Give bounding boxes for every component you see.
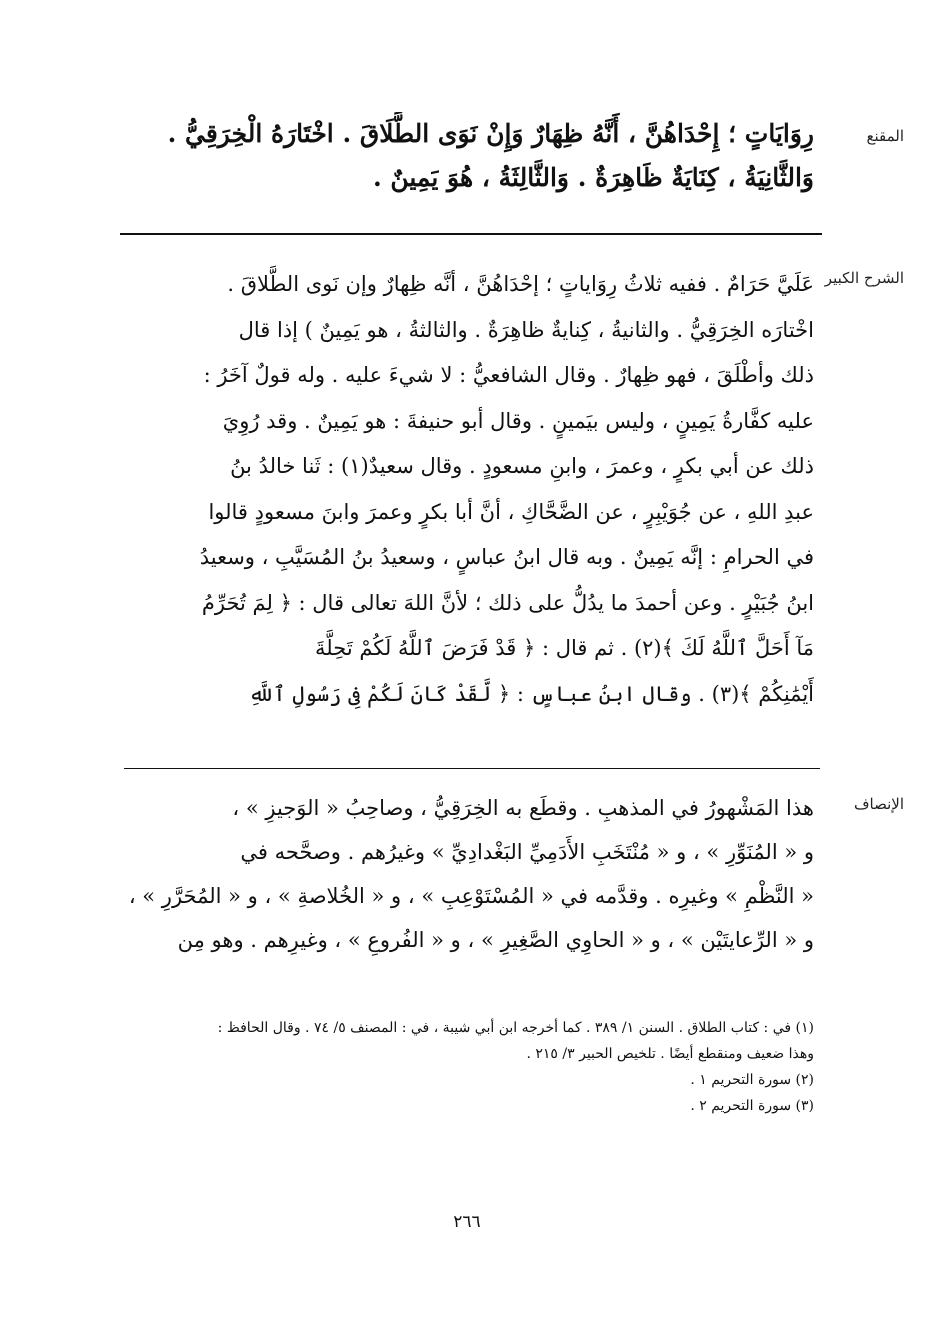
insaf-label: الإنصاف [853, 795, 904, 813]
insaf-line: و « الرِّعايتَيْن » ، و « الحاوِي الصَّغِيرِ » ، و « الفُروعِ » ، وغيرِهم . وهو مِن [177, 928, 814, 952]
footnotes [114, 1015, 814, 1119]
sharh-line: عليه كفَّارةُ يَمِينٍ ، وليس بيَمينٍ . وقال أبو حنيفةَ : هو يَمِينٌ . وقد رُوِيَ [222, 408, 814, 433]
footnote: (٢) سورة التحريم ١ . [690, 1072, 814, 1088]
sharh-line: عبدِ اللهِ ، عن جُوَيْبِرٍ ، عن الضَّحَّاكِ ، أنَّ أبا بكرٍ وعمرَ وابنَ مسعودٍ قالوا [208, 499, 814, 524]
footnote: وهذا ضعيف ومنقطع أيضًا . تلخيص الحبير ٣/ ٢١٥ . [526, 1046, 814, 1062]
insaf-line: « النَّظْمِ » وغيرِه . وقدَّمه في « المُسْتَوْعِبِ » ، و « الخُلاصةِ » ، و « المُحَرَّرِ » ، [128, 884, 814, 908]
insaf-line: هذا المَشْهورُ في المذهبِ . وقطَع به الخِرَقِيُّ ، وصاحِبُ « الوَجيزِ » ، [232, 796, 814, 820]
footnote: (٣) سورة التحريم ٢ . [690, 1098, 814, 1114]
footnote: (١) في : كتاب الطلاق . السنن ١/ ٣٨٩ . كما أخرجه ابن أبي شيبة ، في : المصنف ٥/ ٧٤ . وقال الحافظ : [217, 1020, 814, 1036]
muqni-label: المقنع [866, 127, 904, 145]
muqni-text [118, 112, 814, 200]
sharh-text [118, 262, 814, 717]
section-divider-thick [120, 233, 822, 235]
section-divider-thin [124, 768, 820, 769]
sharh-line: أَيْمَٰنِكُمْ ﴾(٣) . وقال ابنُ عباسٍ : ﴿ لَّقَدْ كَانَ لَكُمْ فِى رَسُولِ ٱللَّهِ [248, 681, 814, 706]
sharh-line: ذلك عن أبي بكرٍ ، وعمرَ ، وابنِ مسعودٍ . وقال سعيدٌ(١) : ثَنا خالدُ بنُ [230, 454, 814, 478]
insaf-text [118, 786, 814, 962]
sharh-line: ذلك وأطْلَقَ ، فهو ظِهارٌ . وقال الشافعيُّ : لا شيءَ عليه . وله قولٌ آخَرُ : [203, 363, 814, 387]
muqni-line: رِوَايَاتٍ ؛ إِحْدَاهُنَّ ، أَنَّهُ ظِهَارٌ وَإِنْ نَوَى الطَّلَاقَ . اخْتَارَهُ الْخِرَقِيُّ . [167, 119, 814, 148]
insaf-line: و « المُنَوِّرِ » ، و « مُنْتَخَبِ الأَدَمِيِّ البَغْدادِيِّ » وغيرُهم . وصحَّحه في [240, 840, 814, 864]
sharh-line: عَلَيَّ حَرَامٌ . ففيه ثلاثُ رِوَاياتٍ ؛ إحْدَاهُنَّ ، أنَّه ظِهارٌ وإن نَوى الطَّلاقَ . [227, 272, 814, 296]
muqni-line: وَالثَّانِيَةُ ، كِنَايَةٌ ظَاهِرَةٌ . وَالثَّالِثَةُ ، هُوَ يَمِينٌ . [372, 163, 814, 192]
page-number: ٢٦٦ [453, 1212, 481, 1232]
sharh-line: مَآ أَحَلَّ ٱللَّهُ لَكَ ﴾(٢) . ثم قال : ﴿ قَدْ فَرَضَ ٱللَّهُ لَكُمْ تَحِلَّةَ [315, 636, 814, 660]
sharh-line: ابنُ جُبَيْرٍ . وعن أحمدَ ما يدُلُّ على ذلك ؛ لأنَّ اللهَ تعالى قال : ﴿ لِمَ تُحَرِّمُ [201, 590, 814, 615]
sharh-line: في الحرامِ : إنَّه يَمِينٌ . وبه قال ابنُ عباسٍ ، وسعيدُ بنُ المُسَيَّبِ ، وسعيدُ [199, 545, 814, 569]
sharh-label: الشرح الكبير [824, 269, 904, 287]
sharh-line: اخْتارَه الخِرَقِيُّ . والثانيةُ ، كِنايةٌ ظاهِرَةٌ . والثالثةُ ، هو يَمِينٌ ) إذا قال [238, 317, 814, 342]
